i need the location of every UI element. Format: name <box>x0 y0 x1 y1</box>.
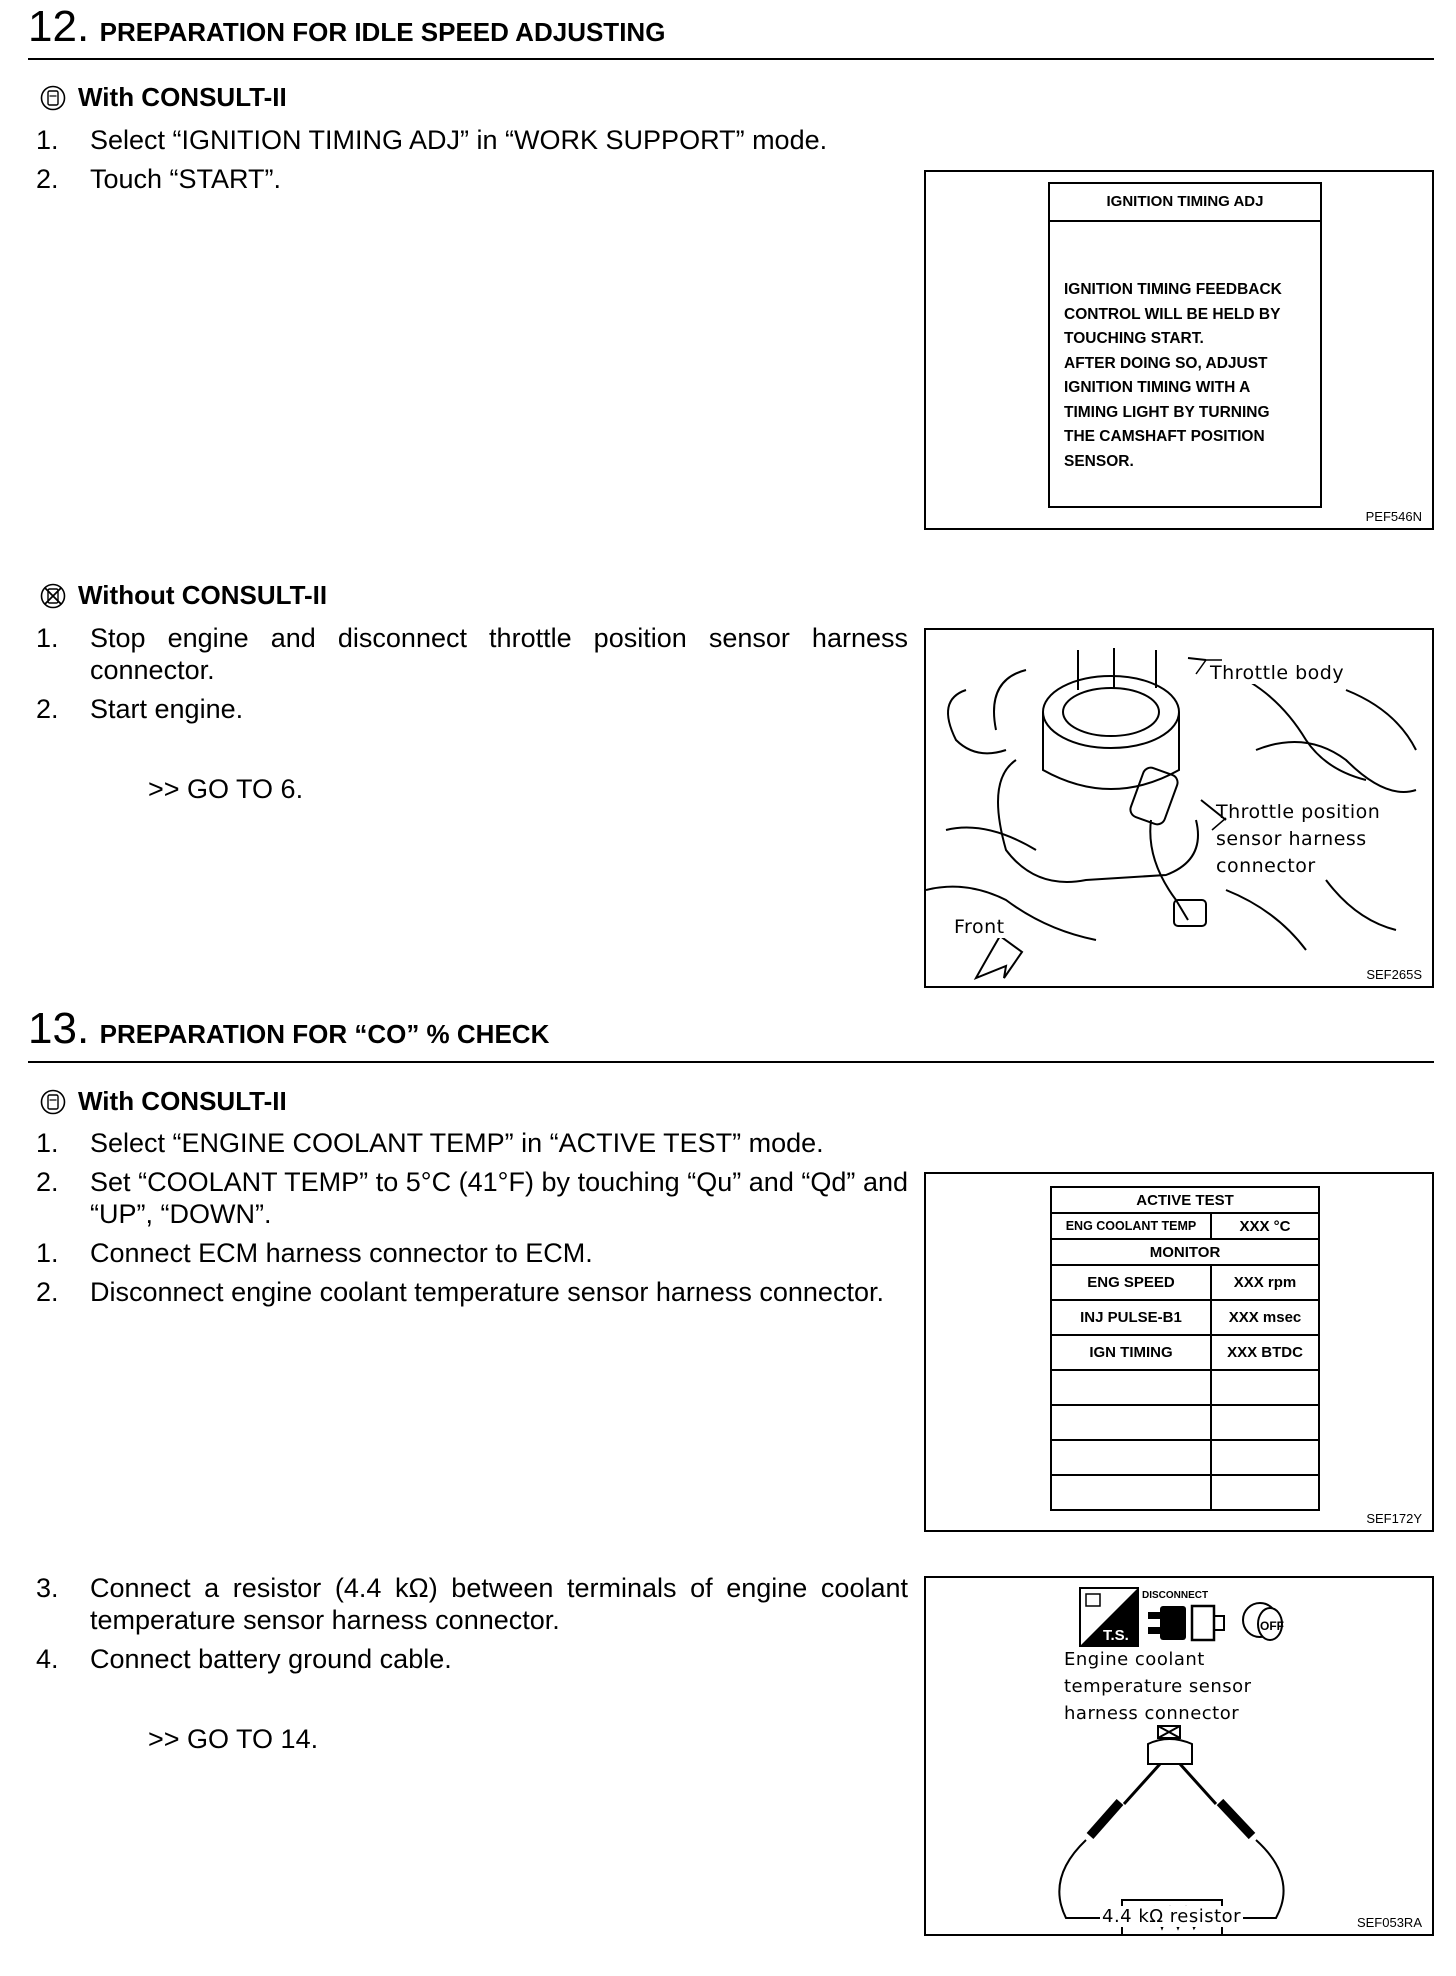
list-item: 1. Stop engine and disconnect throttle position sensor harness connector. <box>36 623 908 685</box>
figure-code: SEF172Y <box>1366 1511 1422 1526</box>
list-item: 3. Connect a resistor (4.4 kΩ) between terminals of engine coolant temperature sensor harness connector. <box>36 1573 908 1635</box>
with-consult-label: With CONSULT-II <box>78 82 287 112</box>
list-item: 1. Select “IGNITION TIMING ADJ” in “WORK SUPPORT” mode. <box>36 125 828 155</box>
goto-step-14: >> GO TO 14. <box>148 1724 319 1754</box>
table-cell <box>1051 1370 1211 1405</box>
consult-icon <box>40 85 66 111</box>
list-item: 2. Set “COOLANT TEMP” to 5°C (41°F) by touching “Qu” and “Qd” and “UP”, “DOWN”. <box>36 1167 908 1229</box>
without-consult-header <box>40 580 327 611</box>
svg-text:OFF: OFF <box>1260 1619 1284 1633</box>
list-item: 1. Connect ECM harness connector to ECM. <box>36 1238 593 1268</box>
section-13-rule <box>28 1061 1434 1063</box>
table-cell: ENG SPEED <box>1051 1265 1211 1300</box>
label-coolant-sensor-connector: Engine coolant temperature sensor harness connector <box>1064 1649 1252 1724</box>
figure-ignition-timing-adj <box>924 170 1434 530</box>
label-front: Front <box>954 916 1005 938</box>
section-12-number: 12. <box>28 2 90 51</box>
table-cell <box>1211 1405 1319 1440</box>
section-13-number: 13. <box>28 1004 90 1053</box>
figure-code: SEF053RA <box>1356 1915 1422 1930</box>
screen-message: IGNITION TIMING FEEDBACK CONTROL WILL BE HELD BY TOUCHING START. AFTER DOING SO, ADJUST IGNITION TIMING WITH A TIMING LIGHT BY TURNING THE CAMSHAFT POSITION SENSOR. <box>1064 281 1282 470</box>
without-consult-label: Without CONSULT-II <box>78 580 328 610</box>
table-cell: INJ PULSE-B1 <box>1051 1300 1211 1335</box>
figure-code: PEF546N <box>1365 509 1422 524</box>
label-throttle-position-sensor: Throttle position sensor harness connector <box>1216 801 1381 877</box>
list-item: 2. Touch “START”. <box>36 164 282 194</box>
table-cell <box>1211 1370 1319 1405</box>
active-test-table <box>1050 1186 1320 1511</box>
with-consult-header-12 <box>40 82 287 113</box>
no-consult-icon <box>40 583 66 609</box>
list-item: 1. Select “ENGINE COOLANT TEMP” in “ACTIVE TEST” mode. <box>36 1128 824 1158</box>
table-cell <box>1211 1475 1319 1510</box>
table-cell: XXX °C <box>1211 1213 1319 1239</box>
svg-text:T.S.: T.S. <box>1103 1627 1129 1644</box>
with-consult-header-13 <box>40 1086 287 1117</box>
list-item: 2. Start engine. <box>36 694 244 724</box>
section-13-heading: PREPARATION FOR “CO” % CHECK <box>99 1019 550 1049</box>
figure-throttle-body <box>924 628 1434 988</box>
section-13-title <box>28 1004 549 1054</box>
figure-active-test <box>924 1172 1434 1532</box>
figure-code: SEF265S <box>1366 967 1422 982</box>
with-consult-label: With CONSULT-II <box>78 1086 287 1116</box>
consult-screen <box>1048 182 1322 508</box>
table-cell: XXX rpm <box>1211 1265 1319 1300</box>
consult-icon <box>40 1089 66 1115</box>
table-cell: XXX msec <box>1211 1300 1319 1335</box>
disconnect-connector-icon <box>1148 1606 1224 1640</box>
goto-step-6: >> GO TO 6. <box>148 774 304 804</box>
section-12-heading: PREPARATION FOR IDLE SPEED ADJUSTING <box>99 17 666 47</box>
figure-resistor-connection <box>924 1576 1434 1936</box>
table-cell <box>1051 1440 1211 1475</box>
table-cell <box>1211 1440 1319 1475</box>
resistor-diagram <box>926 1578 1432 1934</box>
list-item: 4. Connect battery ground cable. <box>36 1644 452 1674</box>
label-throttle-body: Throttle body <box>1210 662 1345 684</box>
section-12-rule <box>28 58 1434 60</box>
list-item: 2. Disconnect engine coolant temperature sensor harness connector. <box>36 1277 884 1307</box>
monitor-heading: MONITOR <box>1051 1239 1319 1265</box>
table-cell <box>1051 1405 1211 1440</box>
label-resistor: 4.4 kΩ resistor <box>1102 1906 1242 1927</box>
table-cell <box>1051 1475 1211 1510</box>
screen-title: IGNITION TIMING ADJ <box>1050 184 1320 222</box>
section-12-title <box>28 2 665 52</box>
table-cell: ENG COOLANT TEMP <box>1051 1213 1211 1239</box>
table-cell: IGN TIMING <box>1051 1335 1211 1370</box>
active-test-title: ACTIVE TEST <box>1051 1187 1319 1213</box>
svg-text:DISCONNECT: DISCONNECT <box>1142 1590 1209 1601</box>
table-cell: XXX BTDC <box>1211 1335 1319 1370</box>
